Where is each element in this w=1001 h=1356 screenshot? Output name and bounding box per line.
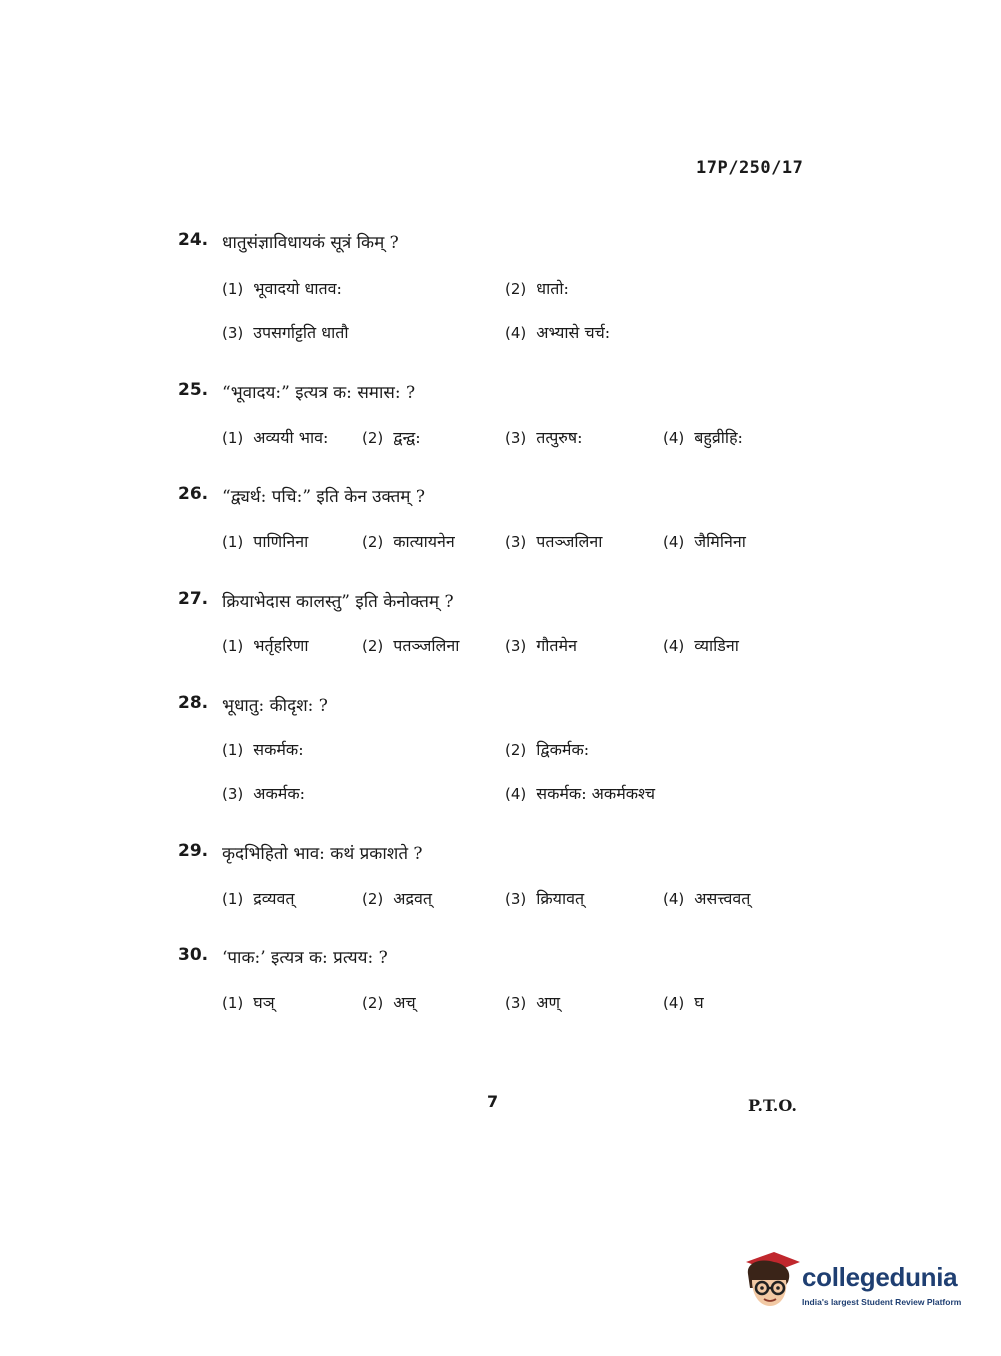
option-text: अद्रवत् (393, 889, 432, 908)
question-text: क्रियाभेदास कालस्तु” इति केनोक्तम् ? (222, 592, 454, 612)
option-2 (362, 887, 432, 909)
option-text: धातो: (536, 279, 569, 298)
option-text: क्रियावत् (536, 889, 585, 908)
option-3 (505, 991, 560, 1013)
question-text: धातुसंज्ञाविधायकं सूत्रं किम् ? (222, 233, 399, 253)
option-number: (3) (505, 994, 527, 1012)
option-number: (4) (663, 533, 685, 551)
option-text: भूवादयो धातव: (253, 279, 342, 298)
option-text: घञ् (253, 993, 275, 1012)
question-text: “द्व्यर्थ: पचि:” इति केन उक्तम् ? (222, 487, 425, 507)
question-text: “भूवादय:” इत्यत्र क: समास: ? (222, 383, 416, 403)
option-number: (2) (362, 890, 384, 908)
option-number: (2) (362, 533, 384, 551)
question-number: 25. (178, 380, 209, 400)
option-text: व्याडिना (694, 636, 739, 655)
option-2 (505, 277, 569, 299)
option-text: पाणिनिना (253, 532, 309, 551)
option-number: (2) (505, 280, 527, 298)
option-number: (1) (222, 280, 244, 298)
option-number: (4) (505, 324, 527, 342)
option-4 (505, 782, 655, 804)
option-text: अभ्यासे चर्च: (536, 323, 611, 342)
option-4 (505, 321, 610, 343)
option-1 (222, 530, 308, 552)
option-2 (362, 634, 459, 656)
option-text: असत्त्ववत् (694, 889, 751, 908)
option-1 (222, 277, 342, 299)
question-text: भूधातु: कीदृश: ? (222, 696, 328, 716)
option-3 (505, 426, 583, 448)
option-number: (3) (222, 785, 244, 803)
option-text: घ (694, 993, 704, 1012)
option-3 (222, 321, 349, 343)
option-number: (1) (222, 429, 244, 447)
option-text: द्विकर्मक: (536, 740, 590, 759)
option-3 (505, 634, 577, 656)
option-number: (1) (222, 741, 244, 759)
option-number: (1) (222, 637, 244, 655)
option-1 (222, 887, 295, 909)
option-4 (663, 887, 750, 909)
option-1 (222, 738, 304, 760)
option-4 (663, 426, 743, 448)
option-number: (3) (505, 890, 527, 908)
option-2 (505, 738, 589, 760)
option-2 (362, 426, 421, 448)
option-3 (222, 782, 305, 804)
option-number: (4) (505, 785, 527, 803)
option-text: कात्यायनेन (393, 532, 455, 551)
option-text: जैमिनिना (694, 532, 746, 551)
option-text: बहुव्रीहि: (694, 428, 743, 447)
question-number: 28. (178, 693, 209, 713)
option-number: (3) (222, 324, 244, 342)
option-text: द्वन्द्व: (393, 428, 421, 447)
brand-name: collegedunia (802, 1262, 958, 1292)
option-text: पतञ्जलिना (393, 636, 460, 655)
option-2 (362, 530, 455, 552)
option-number: (1) (222, 994, 244, 1012)
option-1 (222, 634, 309, 656)
option-text: अकर्मक: (253, 784, 306, 803)
option-text: अव्ययी भाव: (253, 428, 329, 447)
option-text: अच् (393, 993, 416, 1012)
option-text: तत्पुरुष: (536, 428, 583, 447)
option-number: (2) (362, 994, 384, 1012)
option-number: (1) (222, 533, 244, 551)
option-3 (505, 530, 602, 552)
brand-tagline: India's largest Student Review Platform (802, 1297, 962, 1307)
option-1 (222, 991, 275, 1013)
option-number: (2) (505, 741, 527, 759)
option-text: सकर्मक: अकर्मकश्च (536, 784, 656, 803)
option-1 (222, 426, 328, 448)
paper-code: 17P/250/17 (696, 158, 804, 178)
option-number: (3) (505, 533, 527, 551)
option-3 (505, 887, 584, 909)
option-text: सकर्मक: (253, 740, 304, 759)
option-text: भर्तृहरिणा (253, 636, 309, 655)
option-number: (4) (663, 994, 685, 1012)
option-number: (3) (505, 429, 527, 447)
pto-label: P.T.O. (748, 1096, 797, 1115)
option-2 (362, 991, 416, 1013)
option-number: (4) (663, 890, 685, 908)
option-4 (663, 991, 704, 1013)
question-text: कृदभिहितो भाव: कथं प्रकाशते ? (222, 844, 423, 864)
option-text: अण् (536, 993, 561, 1012)
page-number: 7 (487, 1092, 499, 1111)
option-4 (663, 530, 746, 552)
question-number: 27. (178, 589, 209, 609)
option-number: (2) (362, 429, 384, 447)
option-text: पतञ्जलिना (536, 532, 603, 551)
option-text: द्रव्यवत् (253, 889, 295, 908)
question-number: 24. (178, 230, 209, 250)
option-number: (2) (362, 637, 384, 655)
question-number: 26. (178, 484, 209, 504)
collegedunia-watermark (740, 1248, 970, 1318)
question-number: 30. (178, 945, 209, 965)
option-number: (3) (505, 637, 527, 655)
option-number: (4) (663, 637, 685, 655)
option-text: गौतमेन (536, 636, 577, 655)
option-text: उपसर्गाट्टति धातौ (253, 323, 349, 342)
option-number: (4) (663, 429, 685, 447)
question-text: ‘पाक:’ इत्यत्र क: प्रत्यय: ? (222, 948, 388, 968)
option-4 (663, 634, 739, 656)
student-mascot-icon (740, 1248, 800, 1318)
option-number: (1) (222, 890, 244, 908)
question-number: 29. (178, 841, 209, 861)
